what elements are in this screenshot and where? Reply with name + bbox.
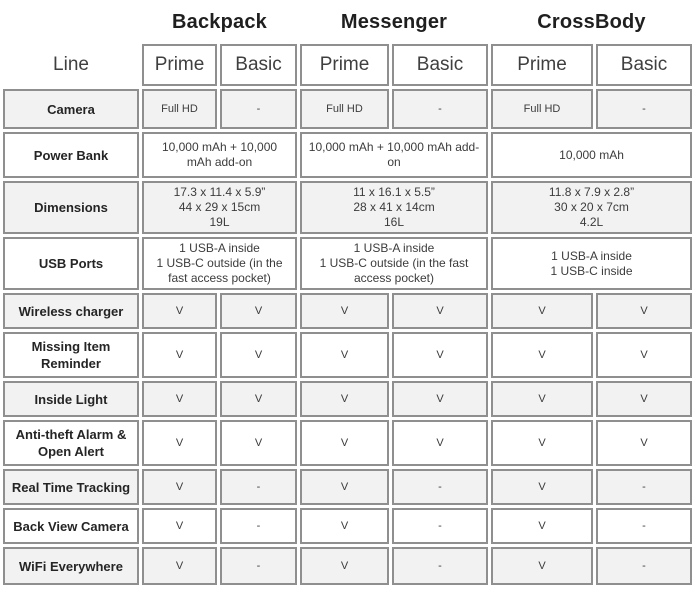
feature-value: V (300, 469, 389, 505)
column-header-crossbody-prime: Prime (491, 44, 593, 86)
dimension-line: 11.8 x 7.9 x 2.8” (548, 185, 635, 199)
feature-value: V (392, 293, 488, 329)
feature-value: V (142, 381, 217, 417)
feature-value (300, 181, 488, 234)
feature-value: V (491, 547, 593, 585)
feature-label: USB Ports (3, 237, 139, 290)
feature-value: - (392, 469, 488, 505)
row-camera (3, 89, 692, 129)
feature-value: V (392, 420, 488, 466)
dimension-line: 4.2L (579, 215, 604, 229)
line-header: Line (3, 44, 139, 86)
dimension-line: 44 x 29 x 15cm (178, 200, 261, 214)
feature-label: Anti-theft Alarm & Open Alert (3, 420, 139, 466)
feature-value: V (491, 381, 593, 417)
feature-value: V (300, 508, 389, 544)
variant-header-row (3, 44, 692, 86)
column-header-backpack-basic: Basic (220, 44, 297, 86)
column-header-messenger-prime: Prime (300, 44, 389, 86)
feature-value: V (142, 508, 217, 544)
feature-label: WiFi Everywhere (3, 547, 139, 585)
row-missing-item-reminder (3, 332, 692, 378)
feature-value: V (491, 332, 593, 378)
feature-value: Full HD (491, 89, 593, 129)
feature-value: V (300, 332, 389, 378)
feature-value: V (596, 420, 692, 466)
feature-value: V (491, 508, 593, 544)
row-dimensions (3, 181, 692, 234)
feature-value: - (392, 547, 488, 585)
feature-value: V (142, 332, 217, 378)
feature-label: Missing Item Reminder (3, 332, 139, 378)
row-power-bank (3, 132, 692, 178)
feature-label: Power Bank (3, 132, 139, 178)
dimension-line: 16L (383, 215, 405, 229)
usb-line: 1 USB-A inside (179, 241, 260, 255)
feature-value: Full HD (142, 89, 217, 129)
column-header-messenger-basic: Basic (392, 44, 488, 86)
feature-value (491, 237, 692, 290)
feature-value: V (220, 293, 297, 329)
feature-value: V (300, 547, 389, 585)
group-header-row (3, 3, 692, 41)
feature-value (300, 237, 488, 290)
feature-value: V (300, 381, 389, 417)
feature-label: Camera (3, 89, 139, 129)
group-header-backpack: Backpack (142, 3, 297, 41)
feature-value: V (142, 469, 217, 505)
feature-value: 10,000 mAh + 10,000 mAh add-on (142, 132, 297, 178)
row-back-view-camera (3, 508, 692, 544)
dimension-line: 28 x 41 x 14cm (353, 200, 435, 214)
feature-value: V (491, 469, 593, 505)
feature-value (142, 237, 297, 290)
feature-value: V (491, 420, 593, 466)
feature-value: - (392, 89, 488, 129)
row-wifi-everywhere (3, 547, 692, 585)
feature-label: Real Time Tracking (3, 469, 139, 505)
feature-label: Wireless charger (3, 293, 139, 329)
feature-label: Inside Light (3, 381, 139, 417)
feature-value: - (596, 469, 692, 505)
feature-label: Back View Camera (3, 508, 139, 544)
feature-label: Dimensions (3, 181, 139, 234)
feature-value (491, 181, 692, 234)
dimension-line: 19L (209, 215, 230, 229)
row-real-time-tracking (3, 469, 692, 505)
row-wireless-charger (3, 293, 692, 329)
dimension-line: 17.3 x 11.4 x 5.9” (173, 185, 266, 199)
row-inside-light (3, 381, 692, 417)
feature-value: 10,000 mAh (491, 132, 692, 178)
feature-value: V (142, 420, 217, 466)
column-header-backpack-prime: Prime (142, 44, 217, 86)
feature-value: V (220, 332, 297, 378)
feature-value: V (596, 332, 692, 378)
feature-value: V (300, 420, 389, 466)
feature-value: - (220, 89, 297, 129)
feature-value: - (220, 508, 297, 544)
feature-value: Full HD (300, 89, 389, 129)
usb-line: 1 USB-C outside (in the fast access pocket) (156, 256, 283, 285)
group-header-crossbody: CrossBody (491, 3, 692, 41)
feature-value: V (300, 293, 389, 329)
feature-value: 10,000 mAh + 10,000 mAh add-on (300, 132, 488, 178)
feature-value: V (392, 332, 488, 378)
feature-value: - (596, 547, 692, 585)
feature-value: V (220, 381, 297, 417)
feature-value: V (142, 293, 217, 329)
column-header-crossbody-basic: Basic (596, 44, 692, 86)
usb-line: 1 USB-C inside (550, 263, 633, 278)
feature-value: - (392, 508, 488, 544)
feature-value: V (491, 293, 593, 329)
feature-value: V (392, 381, 488, 417)
feature-value: V (142, 547, 217, 585)
feature-value: V (596, 293, 692, 329)
feature-value: - (596, 508, 692, 544)
feature-value: - (220, 469, 297, 505)
usb-line: 1 USB-A inside (353, 241, 435, 255)
row-anti-theft-alarm (3, 420, 692, 466)
usb-line: 1 USB-C outside (in the fast access pocket) (319, 256, 469, 285)
group-header-messenger: Messenger (300, 3, 488, 41)
dimension-line: 30 x 20 x 7cm (554, 200, 629, 214)
feature-value: V (220, 420, 297, 466)
feature-value: V (596, 381, 692, 417)
dimension-line: 11 x 16.1 x 5.5” (353, 185, 435, 199)
feature-value (142, 181, 297, 234)
feature-value: - (220, 547, 297, 585)
feature-value: - (596, 89, 692, 129)
row-usb-ports (3, 237, 692, 290)
corner-spacer (3, 3, 139, 41)
usb-line: 1 USB-A inside (551, 248, 632, 263)
